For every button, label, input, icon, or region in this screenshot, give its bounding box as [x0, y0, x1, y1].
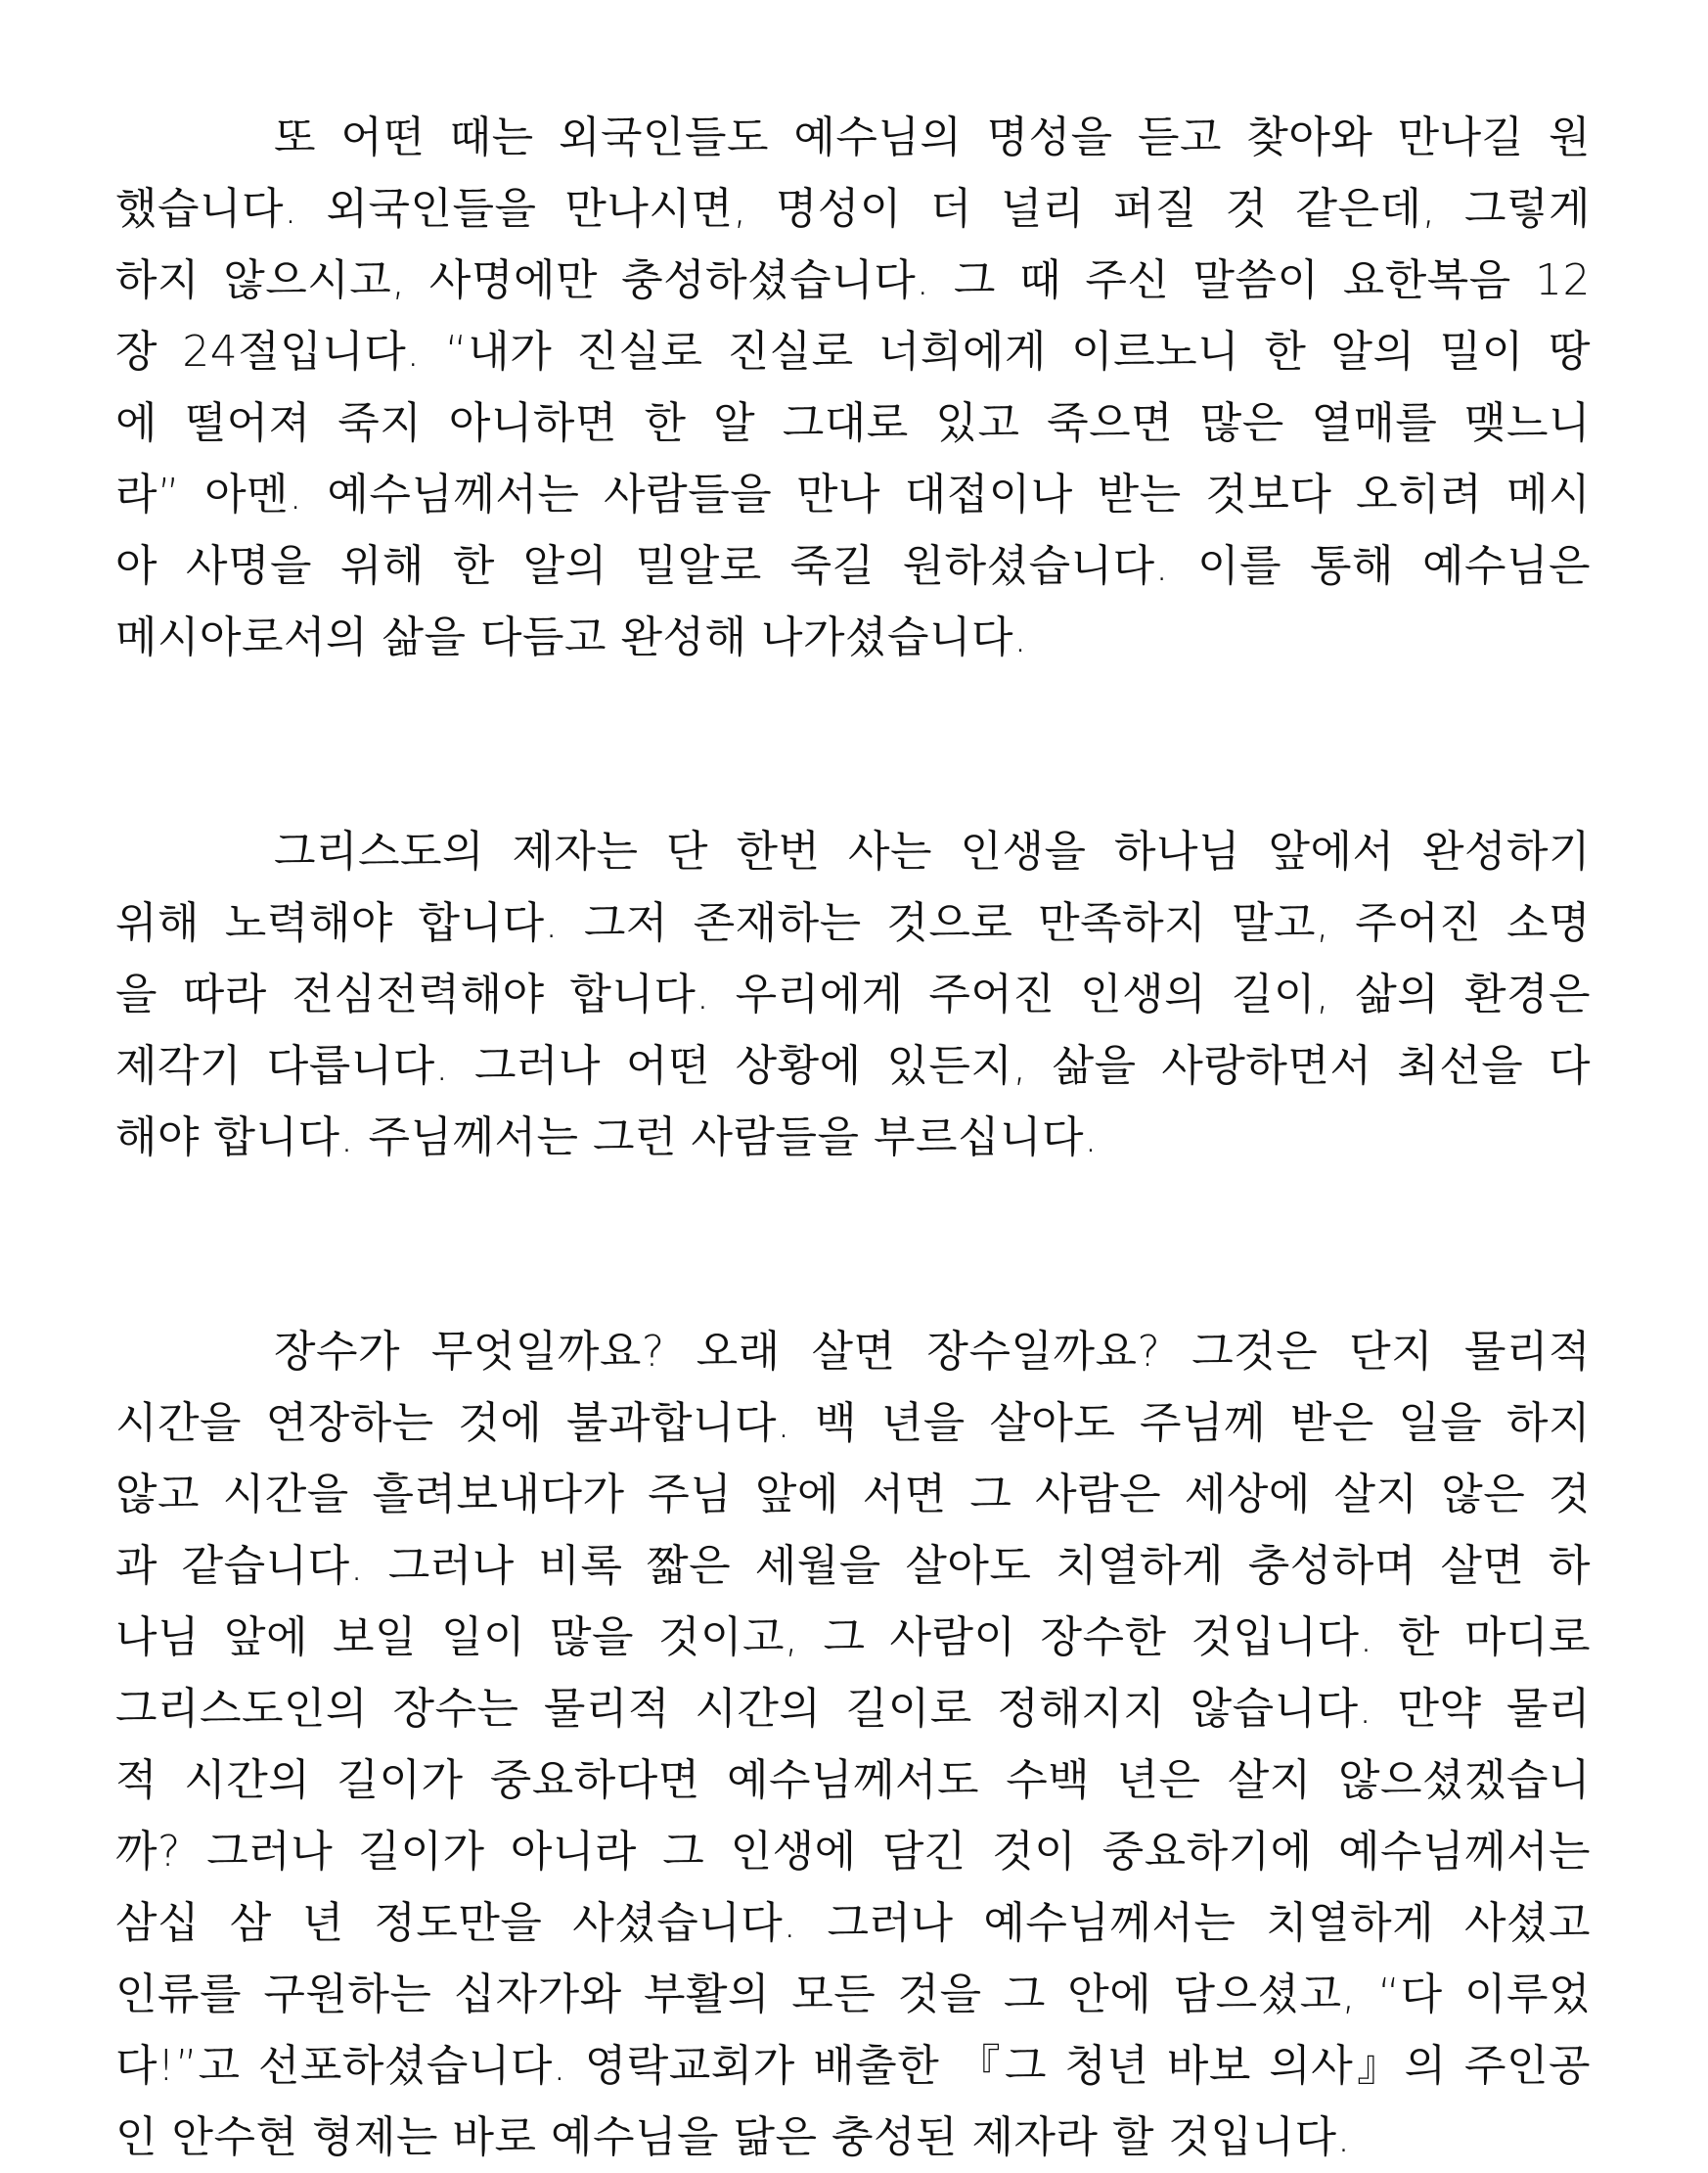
text-line: 해야 합니다. 주님께서는 그런 사람들을 부르십니다. — [115, 1112, 1099, 1162]
text-line: 까? 그러나 길이가 아니라 그 인생에 담긴 것이 중요하기에 예수님께서는 — [115, 1827, 1592, 1877]
text-line: 적 시간의 길이가 중요하다면 예수님께서도 수백 년은 살지 않으셨겠습니 — [115, 1755, 1591, 1805]
text-line: 그리스도인의 장수는 물리적 시간의 길이로 정해지지 않습니다. 만약 물리 — [115, 1684, 1591, 1734]
text-line: 않고 시간을 흘려보내다가 주님 앞에 서면 그 사람은 세상에 살지 않은 것 — [115, 1470, 1591, 1519]
paragraph-spacer — [115, 673, 1591, 816]
text-line: 다!”고 선포하셨습니다. 영락교회가 배출한 『그 청년 바보 의사』의 주인공 — [115, 2041, 1591, 2091]
text-line: 그리스도의 제자는 단 한번 사는 인생을 하나님 앞에서 완성하기 — [274, 827, 1591, 877]
text-line: 인류를 구원하는 십자가와 부활의 모든 것을 그 안에 담으셨고, “다 이루었 — [115, 1969, 1591, 2019]
text-line: 과 같습니다. 그러나 비록 짧은 세월을 살아도 치열하게 충성하며 살면 하 — [115, 1541, 1591, 1591]
text-line: 에 떨어져 죽지 아니하면 한 알 그대로 있고 죽으면 많은 열매를 맺느니 — [115, 398, 1591, 448]
paragraph-3 — [115, 1316, 1591, 2173]
text-line: 인 안수현 형제는 바로 예수님을 닮은 충성된 제자라 할 것입니다. — [115, 2112, 1351, 2162]
text-line: 시간을 연장하는 것에 불과합니다. 백 년을 살아도 주님께 받은 일을 하지 — [115, 1398, 1591, 1448]
text-line: 아 사명을 위해 한 알의 밀알로 죽길 원하셨습니다. 이를 통해 예수님은 — [115, 541, 1591, 591]
text-line: 제각기 다릅니다. 그러나 어떤 상황에 있든지, 삶을 사랑하면서 최선을 다 — [115, 1041, 1591, 1091]
text-line: 장 24절입니다. “내가 진실로 진실로 너희에게 이르노니 한 알의 밀이 땅 — [115, 327, 1591, 377]
text-line: 장수가 무엇일까요? 오래 살면 장수일까요? 그것은 단지 물리적 — [274, 1327, 1591, 1377]
text-line: 위해 노력해야 합니다. 그저 존재하는 것으로 만족하지 말고, 주어진 소명 — [115, 898, 1591, 948]
paragraph-2 — [115, 816, 1591, 1173]
text-line: 하지 않으시고, 사명에만 충성하셨습니다. 그 때 주신 말씀이 요한복음 12 — [115, 255, 1591, 305]
text-line: 또 어떤 때는 외국인들도 예수님의 명성을 듣고 찾아와 만나길 원 — [274, 113, 1591, 162]
text-line: 나님 앞에 보일 일이 많을 것이고, 그 사람이 장수한 것입니다. 한 마디로 — [115, 1612, 1591, 1662]
paragraph-spacer — [115, 1173, 1591, 1316]
text-line: 을 따라 전심전력해야 합니다. 우리에게 주어진 인생의 길이, 삶의 환경은 — [115, 970, 1591, 1019]
text-line: 메시아로서의 삶을 다듬고 완성해 나가셨습니다. — [115, 612, 1028, 662]
text-line: 했습니다. 외국인들을 만나시면, 명성이 더 널리 퍼질 것 같은데, 그렇게 — [115, 184, 1591, 234]
text-line: 라” 아멘. 예수님께서는 사람들을 만나 대접이나 받는 것보다 오히려 메시 — [115, 470, 1591, 520]
document-page — [115, 102, 1591, 2173]
paragraph-1 — [115, 102, 1591, 673]
text-line: 삼십 삼 년 정도만을 사셨습니다. 그러나 예수님께서는 치열하게 사셨고 — [115, 1898, 1591, 1948]
